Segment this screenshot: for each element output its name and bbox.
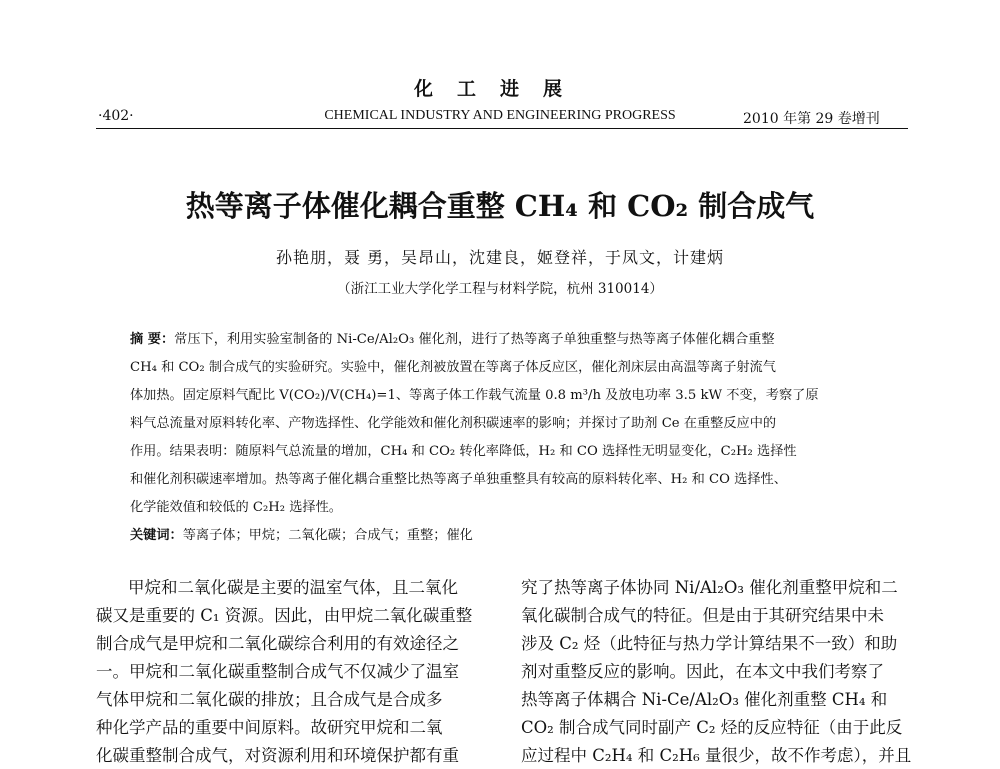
body-line: 一。甲烷和二氧化碳重整制合成气不仅减少了温室 [96, 662, 459, 681]
body-line: 化碳重整制合成气，对资源利用和环境保护都有重 [96, 746, 459, 765]
author-list: 孙艳朋，聂 勇，吴昂山，沈建良，姬登祥，于凤文，计建炳 [275, 248, 725, 267]
paper-title: 热等离子体催化耦合重整 CH₄ 和 CO₂ 制合成气 [185, 189, 815, 223]
body-line: 氧化碳制合成气的特征。但是由于其研究结果中未 [521, 606, 884, 625]
affiliation: （浙江工业大学化学工程与材料学院，杭州 310014） [337, 281, 663, 297]
body-line: 热等离子体耦合 Ni-Ce/Al₂O₃ 催化剂重整 CH₄ 和 [521, 690, 888, 709]
keywords-text: 等离子体；甲烷；二氧化碳；合成气；重整；催化 [182, 528, 473, 543]
body-line: 究了热等离子体协同 Ni/Al₂O₃ 催化剂重整甲烷和二 [521, 578, 898, 597]
body-line: 应过程中 C₂H₄ 和 C₂H₆ 量很少，故不作考虑），并且 [521, 746, 912, 765]
body-line: 种化学产品的重要中间原料。故研究甲烷和二氧 [96, 718, 443, 737]
keywords-label: 关键词： [130, 528, 183, 543]
abstract-line: 体加热。固定原料气配比 V(CO₂)/V(CH₄)=1、等离子体工作载气流量 0.8 m³/h 及放电功率 3.5 kW 不变，考察了原 [130, 388, 819, 403]
body-line: 气体甲烷和二氧化碳的排放；且合成气是合成多 [96, 690, 443, 709]
body-line: 制合成气是甲烷和二氧化碳综合利用的有效途径之 [96, 634, 459, 653]
page-number: ·402· [98, 108, 134, 124]
abstract-line: 化学能效值和较低的 C₂H₂ 选择性。 [130, 500, 342, 515]
abstract-line: 作用。结果表明：随原料气总流量的增加，CH₄ 和 CO₂ 转化率降低，H₂ 和 CO 选择性无明显变化，C₂H₂ 选择性 [130, 444, 797, 459]
abstract-label: 摘 要： [130, 332, 175, 347]
body-line: CO₂ 制合成气同时副产 C₂ 烃的反应特征（由于此反 [521, 718, 903, 737]
journal-title-english: CHEMICAL INDUSTRY AND ENGINEERING PROGRESS [324, 108, 676, 123]
abstract-line: CH₄ 和 CO₂ 制合成气的实验研究。实验中，催化剂被放置在等离子体反应区，催化剂床层由高温等离子射流气 [130, 360, 776, 375]
issue-info: 2010 年第 29 卷增刊 [743, 111, 880, 127]
abstract-line: 料气总流量对原料转化率、产物选择性、化学能效和催化剂积碳速率的影响；并探讨了助剂 Ce 在重整反应中的 [130, 416, 777, 431]
journal-title-chinese: 化工进展 [413, 78, 586, 100]
abstract-line: 和催化剂积碳速率增加。热等离子催化耦合重整比热等离子单独重整具有较高的原料转化率、H₂ 和 CO 选择性、 [130, 472, 787, 487]
body-line: 涉及 C₂ 烃（此特征与热力学计算结果不一致）和助 [521, 634, 898, 653]
abstract-text: 常压下，利用实验室制备的 Ni-Ce/Al₂O₃ 催化剂，进行了热等离子单独重整与热等离子体催化耦合重整 [174, 332, 775, 347]
abstract-line [130, 330, 775, 350]
header-rule [96, 128, 908, 129]
body-line: 剂对重整反应的影响。因此，在本文中我们考察了 [521, 662, 884, 681]
body-line: 碳又是重要的 C₁ 资源。因此，由甲烷二氧化碳重整 [96, 606, 473, 625]
keywords [130, 526, 473, 546]
body-line: 甲烷和二氧化碳是主要的温室气体，且二氧化 [128, 578, 458, 597]
